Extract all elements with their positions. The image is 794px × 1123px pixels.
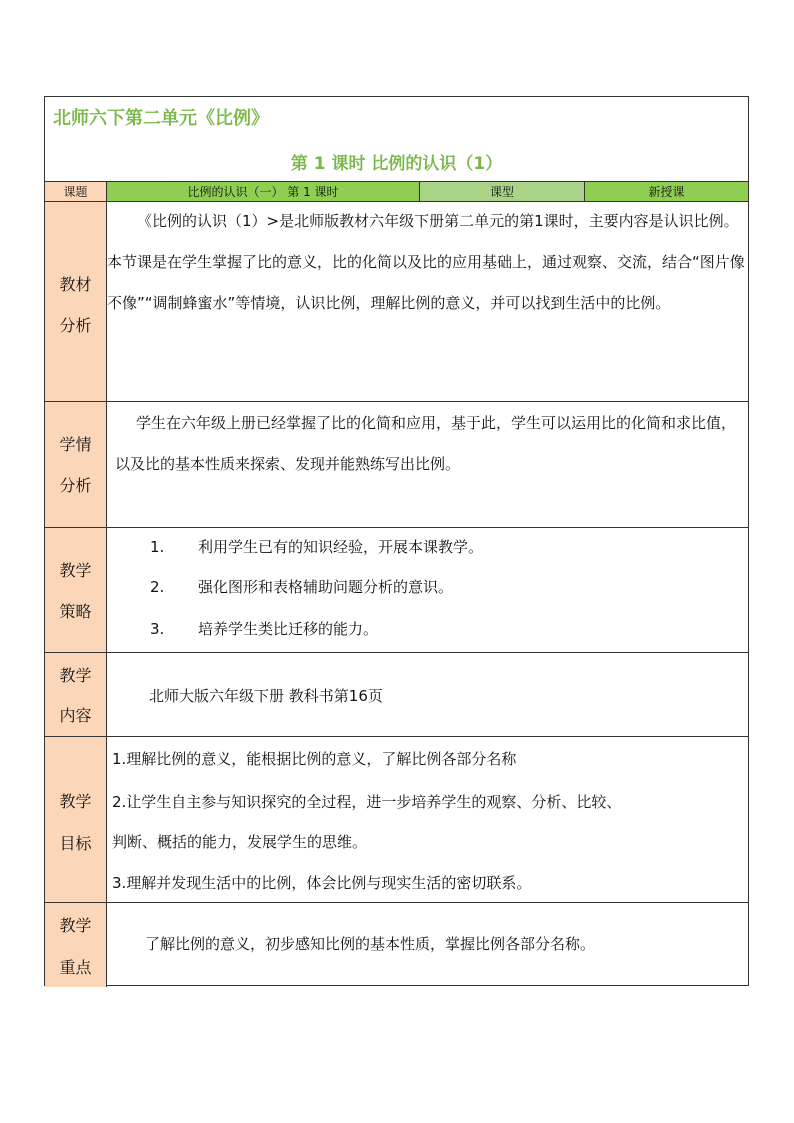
info-bar [45,181,748,202]
row-teaching-goals [45,737,748,903]
goal-line: 3.理解并发现生活中的比例，体会比例与现实生活的密切联系。 [112,874,532,892]
strategy-item: 2. 强化图形和表格辅助问题分析的意识。 [150,578,454,596]
topic-value: 比例的认识（一） 第 1 课时 [107,182,420,201]
lesson-title: 第 1 课时 比例的认识（1） [290,154,503,174]
material-text: 《比例的认识（1）>是北师版教材六年级下册第二单元的第1课时，主要内容是认识比例。本节课是在学生掌握了比的意义，比的化简以及比的应用基础上，通过观察、交流，结合“图片像不像”“调制蜂蜜水”等情境，认识比例，理解比例的意义，并可以找到生活中的比例。 [107,212,745,312]
row-key-points [45,903,748,987]
row-teaching-strategy [45,528,748,653]
keypoints-text: 了解比例的意义，初步感知比例的基本性质，掌握比例各部分名称。 [145,935,596,953]
strategy-item: 3. 培养学生类比迁移的能力。 [150,620,379,638]
row-label: 学情 分析 [45,402,107,527]
row-label: 教学 重点 [45,903,107,987]
goal-line: 2.让学生自主参与知识探究的全过程，进一步培养学生的观察、分析、比较、 [112,793,622,811]
goal-line: 1.理解比例的意义，能根据比例的意义，了解比例各部分名称 [112,750,517,768]
strategy-item: 1. 利用学生已有的知识经验，开展本课教学。 [150,538,484,556]
row-material-analysis [45,202,748,402]
goal-line: 判断、概括的能力，发展学生的思维。 [112,833,368,851]
lesson-plan-table [44,96,749,986]
type-label: 课型 [420,182,585,201]
unit-title: 北师六下第二单元《比例》 [53,108,269,129]
topic-label: 课题 [45,182,107,201]
row-label: 教学 策略 [45,528,107,652]
row-label: 教学 内容 [45,653,107,736]
row-teaching-content [45,653,748,737]
type-value: 新授课 [585,182,748,201]
students-text: 学生在六年级上册已经掌握了比的化简和应用，基于此，学生可以运用比的化简和求比值，以及比的基本性质来探索、发现并能熟练写出比例。 [115,414,737,473]
content-text: 北师大版六年级下册 教科书第16页 [149,687,383,705]
row-label: 教学 目标 [45,737,107,902]
row-student-analysis [45,402,748,528]
row-label: 教材 分析 [45,202,107,401]
